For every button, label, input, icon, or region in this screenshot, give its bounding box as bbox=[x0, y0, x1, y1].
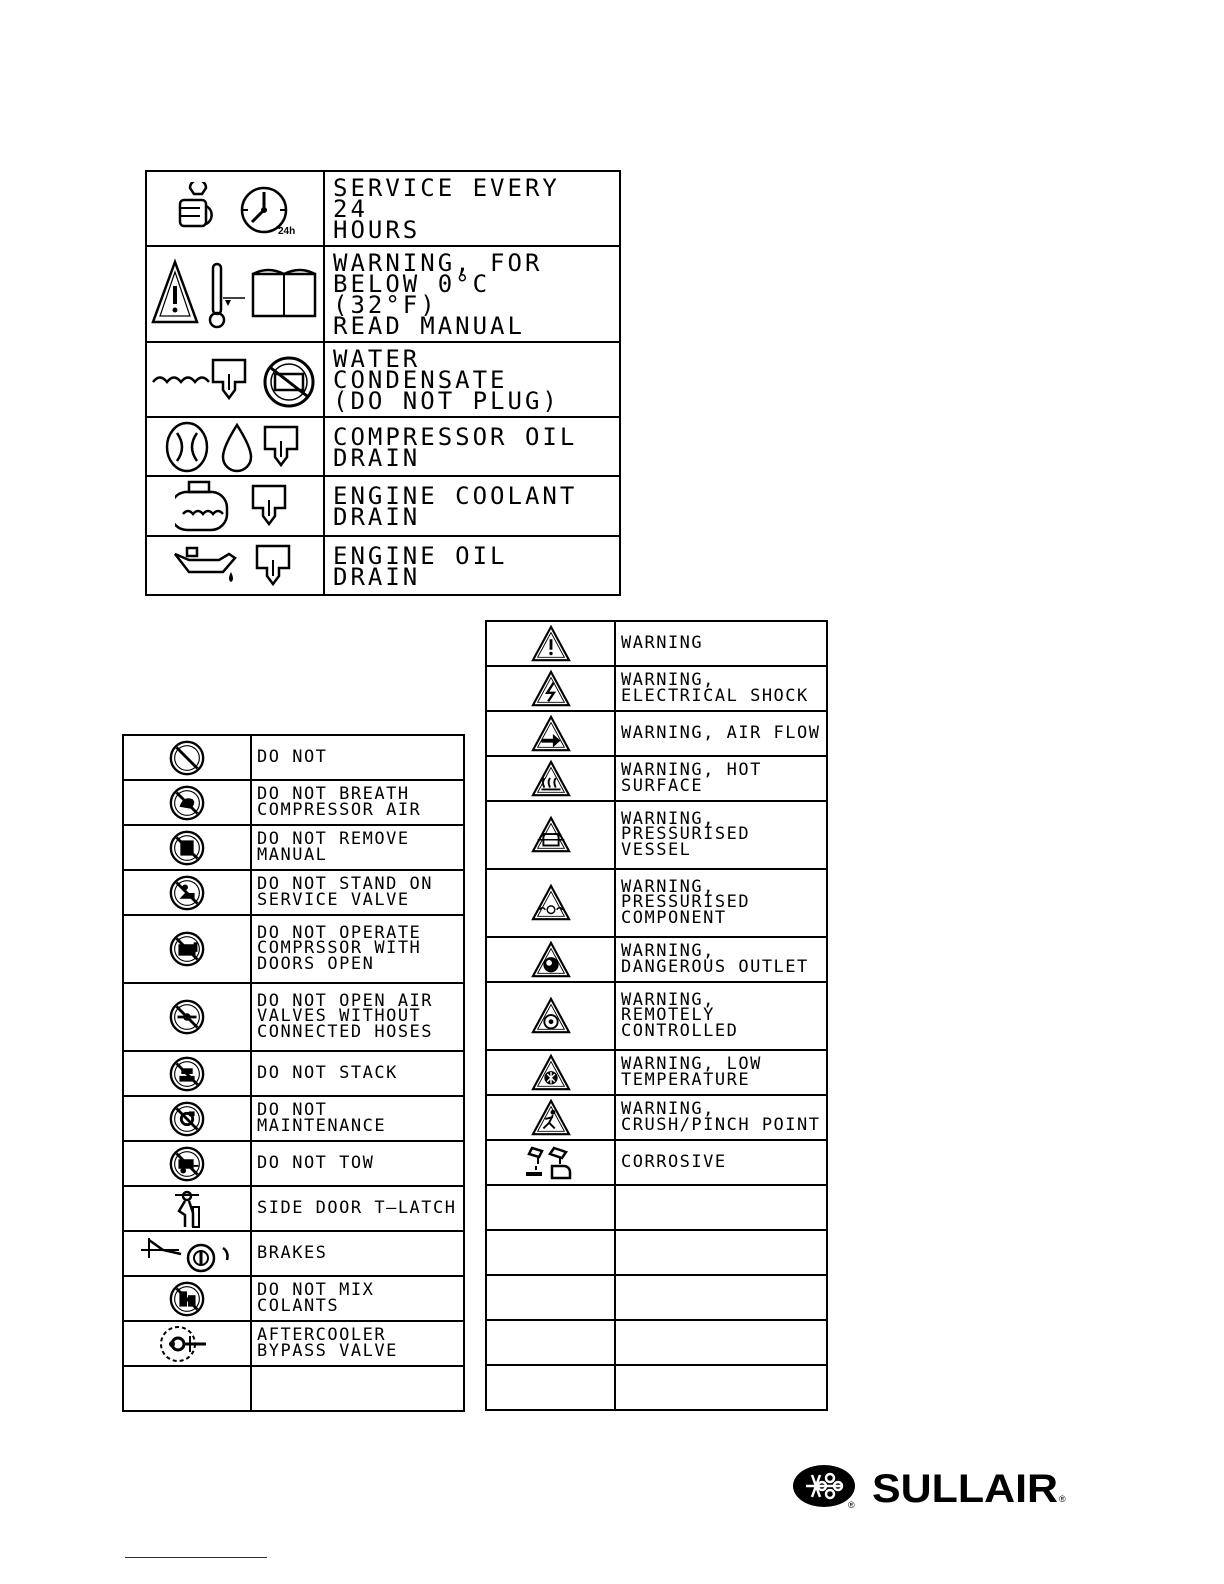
logo-registered-mark: ® bbox=[848, 1500, 855, 1510]
symbol-label: DO NOT OPERATE COMPRSSOR WITH DOORS OPEN bbox=[257, 922, 422, 974]
symbol-cell bbox=[486, 756, 615, 801]
label-cell bbox=[251, 1096, 464, 1141]
symbol-cell bbox=[486, 1365, 615, 1410]
label-cell bbox=[615, 711, 827, 756]
warning-row bbox=[486, 621, 827, 666]
symbol-cell bbox=[123, 870, 251, 915]
label-cell bbox=[251, 915, 464, 983]
do-not-breath-air-icon bbox=[168, 792, 206, 811]
symbol-cell bbox=[123, 1096, 251, 1141]
label-cell bbox=[251, 870, 464, 915]
prohibition-row bbox=[123, 1186, 464, 1231]
label-cell bbox=[251, 735, 464, 780]
service-row bbox=[146, 536, 620, 595]
remotely-controlled-icon bbox=[530, 1006, 572, 1025]
symbol-label: WARNING, AIR FLOW bbox=[621, 722, 821, 743]
label-cell bbox=[324, 342, 620, 417]
label-cell bbox=[251, 1231, 464, 1276]
warning-row bbox=[486, 1185, 827, 1230]
crush-pinch-icon bbox=[530, 1107, 572, 1126]
water-condensate-drain-icon bbox=[149, 369, 321, 388]
symbol-cell bbox=[486, 1095, 615, 1140]
air-flow-icon bbox=[530, 723, 572, 742]
symbol-label: WARNING, LOW TEMPERATURE bbox=[621, 1054, 762, 1090]
symbol-cell bbox=[123, 983, 251, 1051]
corrosive-icon bbox=[522, 1152, 580, 1171]
do-not-tow-icon bbox=[168, 1153, 206, 1172]
warning-symbols-table bbox=[485, 620, 828, 1411]
prohibition-row bbox=[123, 1366, 464, 1411]
label-cell bbox=[324, 417, 620, 476]
symbol-cell bbox=[486, 982, 615, 1050]
label-cell bbox=[251, 1366, 464, 1411]
label-cell bbox=[615, 1095, 827, 1140]
prohibition-row bbox=[123, 1321, 464, 1366]
symbol-cell bbox=[486, 621, 615, 666]
prohibition-row bbox=[123, 825, 464, 870]
symbol-label: BRAKES bbox=[257, 1242, 328, 1263]
pressurised-component-icon bbox=[530, 893, 572, 912]
do-not-stand-icon bbox=[168, 882, 206, 901]
symbol-cell bbox=[123, 1366, 251, 1411]
label-cell bbox=[615, 1365, 827, 1410]
symbol-label: WARNING, PRESSURISED COMPONENT bbox=[621, 876, 751, 928]
label-cell bbox=[251, 1276, 464, 1321]
symbol-label: WARNING, HOT SURFACE bbox=[621, 760, 762, 796]
warning-row bbox=[486, 1230, 827, 1275]
warning-row bbox=[486, 711, 827, 756]
symbol-cell bbox=[146, 246, 324, 342]
label-cell bbox=[615, 1320, 827, 1365]
service-row bbox=[146, 342, 620, 417]
label-cell bbox=[251, 1321, 464, 1366]
symbol-label: WARNING, CRUSH/PINCH POINT bbox=[621, 1099, 821, 1135]
prohibition-row bbox=[123, 870, 464, 915]
label-cell bbox=[324, 246, 620, 342]
symbol-cell bbox=[146, 417, 324, 476]
do-not-operate-doors-open-icon bbox=[168, 939, 206, 958]
symbol-label: DO NOT TOW bbox=[257, 1152, 375, 1173]
symbol-label: WARNING, PRESSURISED VESSEL bbox=[621, 808, 751, 860]
prohibition-row bbox=[123, 1141, 464, 1186]
symbol-cell bbox=[123, 825, 251, 870]
do-not-icon bbox=[168, 747, 206, 766]
symbol-label: SERVICE EVERY 24 HOURS bbox=[333, 174, 560, 244]
label-cell bbox=[615, 1185, 827, 1230]
warning-row bbox=[486, 756, 827, 801]
label-cell bbox=[615, 621, 827, 666]
symbol-label: ENGINE OIL DRAIN bbox=[333, 541, 508, 591]
warning-icon bbox=[530, 633, 572, 652]
symbol-cell bbox=[486, 937, 615, 982]
sullair-logo bbox=[792, 1462, 1068, 1510]
warning-row bbox=[486, 1365, 827, 1410]
dangerous-outlet-icon bbox=[530, 949, 572, 968]
label-cell bbox=[324, 171, 620, 246]
do-not-open-valves-icon bbox=[168, 1007, 206, 1026]
label-cell bbox=[615, 666, 827, 711]
warning-row bbox=[486, 982, 827, 1050]
prohibition-row bbox=[123, 780, 464, 825]
symbol-cell bbox=[123, 1141, 251, 1186]
label-cell bbox=[251, 1186, 464, 1231]
prohibition-row bbox=[123, 915, 464, 983]
label-cell bbox=[615, 801, 827, 869]
label-cell bbox=[324, 476, 620, 536]
logo-registered-mark-2: ® bbox=[1059, 1494, 1066, 1504]
label-cell bbox=[251, 825, 464, 870]
label-cell bbox=[615, 937, 827, 982]
warning-row bbox=[486, 801, 827, 869]
warning-row bbox=[486, 1320, 827, 1365]
warning-row bbox=[486, 1095, 827, 1140]
compressor-oil-drain-icon bbox=[165, 436, 305, 455]
label-cell bbox=[615, 1230, 827, 1275]
footer-rule bbox=[125, 1557, 267, 1558]
warning-row bbox=[486, 869, 827, 937]
symbol-label: SIDE DOOR T—LATCH bbox=[257, 1197, 457, 1218]
symbol-label: DO NOT OPEN AIR VALVES WITHOUT CONNECTED HOSES bbox=[257, 990, 434, 1042]
symbol-label: WARNING, DANGEROUS OUTLET bbox=[621, 941, 809, 977]
brakes-icon bbox=[139, 1243, 235, 1262]
symbol-cell bbox=[486, 1050, 615, 1095]
service-row bbox=[146, 171, 620, 246]
symbol-cell bbox=[123, 1231, 251, 1276]
symbol-cell bbox=[486, 666, 615, 711]
symbol-label: DO NOT BREATH COMPRESSOR AIR bbox=[257, 784, 422, 820]
prohibition-row bbox=[123, 1051, 464, 1096]
service-24h-icon bbox=[170, 198, 300, 236]
symbol-label: DO NOT MAINTENANCE bbox=[257, 1100, 387, 1136]
label-cell bbox=[324, 536, 620, 595]
low-temperature-icon bbox=[530, 1062, 572, 1081]
symbol-cell bbox=[486, 711, 615, 756]
prohibition-row bbox=[123, 735, 464, 780]
symbol-label: CORROSIVE bbox=[621, 1151, 727, 1172]
symbol-label: DO NOT MIX COLANTS bbox=[257, 1280, 375, 1316]
symbol-cell bbox=[146, 342, 324, 417]
svg-text:24h: 24h bbox=[278, 225, 296, 236]
label-cell bbox=[251, 983, 464, 1051]
pressurised-vessel-icon bbox=[530, 825, 572, 844]
service-symbols-table bbox=[145, 170, 621, 596]
prohibition-row bbox=[123, 1276, 464, 1321]
do-not-mix-coolants-icon bbox=[168, 1288, 206, 1307]
aftercooler-bypass-icon bbox=[158, 1333, 216, 1352]
do-not-stack-icon bbox=[168, 1063, 206, 1082]
prohibition-symbols-table bbox=[122, 734, 465, 1412]
symbol-cell bbox=[123, 1321, 251, 1366]
symbol-cell bbox=[123, 1186, 251, 1231]
electrical-shock-icon bbox=[530, 678, 572, 697]
label-cell bbox=[615, 1140, 827, 1185]
warning-row bbox=[486, 1050, 827, 1095]
symbol-label: DO NOT STACK bbox=[257, 1062, 398, 1083]
symbol-label: ENGINE COOLANT DRAIN bbox=[333, 482, 578, 531]
symbol-cell bbox=[146, 171, 324, 246]
symbol-cell bbox=[486, 869, 615, 937]
cold-warning-read-manual-icon bbox=[149, 284, 321, 303]
symbol-cell bbox=[486, 801, 615, 869]
symbol-label: WARNING, REMOTELY CONTROLLED bbox=[621, 989, 739, 1041]
symbol-label: WARNING, ELECTRICAL SHOCK bbox=[621, 670, 809, 706]
symbol-cell bbox=[123, 1051, 251, 1096]
symbol-cell bbox=[123, 735, 251, 780]
label-cell bbox=[615, 1050, 827, 1095]
symbol-cell bbox=[146, 536, 324, 595]
warning-row bbox=[486, 1275, 827, 1320]
prohibition-row bbox=[123, 1231, 464, 1276]
engine-coolant-drain-icon bbox=[175, 496, 295, 515]
label-cell bbox=[251, 780, 464, 825]
label-cell bbox=[251, 1141, 464, 1186]
symbol-cell bbox=[486, 1185, 615, 1230]
label-cell bbox=[615, 982, 827, 1050]
symbol-cell bbox=[123, 915, 251, 983]
symbol-label: WATER CONDENSATE (DO NOT PLUG) bbox=[333, 345, 560, 415]
warning-row bbox=[486, 666, 827, 711]
symbol-label: DO NOT REMOVE MANUAL bbox=[257, 829, 410, 865]
hot-surface-icon bbox=[530, 768, 572, 787]
service-row bbox=[146, 417, 620, 476]
symbol-cell bbox=[123, 780, 251, 825]
service-row bbox=[146, 246, 620, 342]
symbol-label: DO NOT bbox=[257, 746, 328, 767]
symbol-cell bbox=[146, 476, 324, 536]
engine-oil-drain-icon bbox=[171, 555, 299, 574]
symbol-label: COMPRESSOR OIL DRAIN bbox=[333, 422, 578, 472]
symbol-cell bbox=[486, 1320, 615, 1365]
service-row bbox=[146, 476, 620, 536]
symbol-label: WARNING bbox=[621, 632, 704, 653]
label-cell bbox=[615, 869, 827, 937]
symbol-cell bbox=[486, 1230, 615, 1275]
symbol-cell bbox=[486, 1140, 615, 1185]
warning-row bbox=[486, 937, 827, 982]
do-not-remove-manual-icon bbox=[168, 837, 206, 856]
symbol-label: AFTERCOOLER BYPASS VALVE bbox=[257, 1325, 398, 1361]
do-not-maintenance-icon bbox=[168, 1108, 206, 1127]
label-cell bbox=[615, 756, 827, 801]
warning-row bbox=[486, 1140, 827, 1185]
label-cell bbox=[251, 1051, 464, 1096]
label-cell bbox=[615, 1275, 827, 1320]
side-door-latch-icon bbox=[167, 1198, 207, 1217]
symbol-cell bbox=[123, 1276, 251, 1321]
symbol-cell bbox=[486, 1275, 615, 1320]
prohibition-row bbox=[123, 1096, 464, 1141]
prohibition-row bbox=[123, 983, 464, 1051]
symbol-label: WARNING, FOR BELOW 0°C (32°F) READ MANUAL bbox=[333, 249, 543, 340]
logo-wordmark: SULLAIR bbox=[872, 1467, 1059, 1510]
symbol-label: DO NOT STAND ON SERVICE VALVE bbox=[257, 874, 434, 910]
